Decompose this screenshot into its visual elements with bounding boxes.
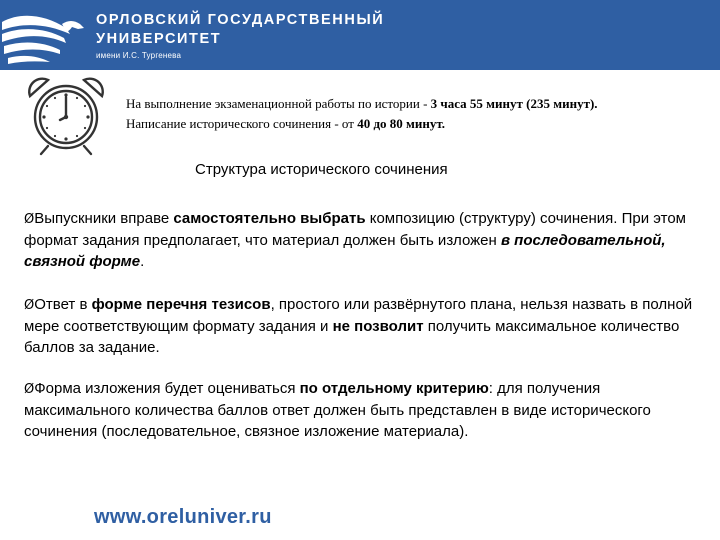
- p3-text-2: : для получения максимального количества баллов ответ должен быть представлен в виде исторического сочинения (последовательное, связное изложение материала).: [24, 380, 651, 440]
- footer-website-link[interactable]: www.oreluniver.ru: [94, 506, 272, 528]
- paragraph-criterion: [24, 378, 704, 442]
- p2-text-2: , простого или развёрнутого плана, нельзя назвать в полной мере соответствующим формату задания и: [24, 296, 693, 335]
- p1-text-1: Выпускники вправе: [34, 210, 174, 227]
- p1-bold-italic-1: в последовательной, связной форме: [24, 232, 666, 270]
- essay-duration-suffix: .: [441, 116, 446, 131]
- exam-duration-prefix: На выполнение экзаменационной работы по истории -: [126, 96, 431, 111]
- exam-duration-line: [126, 94, 716, 114]
- header-band: [0, 0, 720, 70]
- paragraph-composition: [24, 208, 704, 272]
- p2-text-1: Ответ в: [34, 296, 92, 313]
- p1-bold-1: самостоятельно выбрать: [173, 210, 366, 227]
- university-name: [96, 11, 384, 60]
- p1-text-2: композицию (структуру) сочинения. При этом формат задания предполагает, что материал должен быть изложен: [24, 210, 686, 249]
- university-name-line1: ОРЛОВСКИЙ ГОСУДАРСТВЕННЫЙ: [96, 12, 385, 28]
- p2-bold-1: форме перечня тезисов: [91, 296, 271, 313]
- university-name-line2: УНИВЕРСИТЕТ: [96, 31, 222, 47]
- essay-duration-prefix: Написание исторического сочинения - от: [126, 116, 358, 131]
- university-subtitle: имени И.С. Тургенева: [96, 51, 182, 60]
- p2-text-3: получить максимальное количество баллов за задание.: [24, 318, 680, 356]
- p3-bold-1: по отдельному критерию: [299, 380, 489, 397]
- p3-text-1: Форма изложения будет оцениваться: [34, 380, 300, 397]
- paragraph-thesis-list: [24, 294, 704, 358]
- essay-duration-line: [126, 114, 716, 134]
- alarm-clock-icon: [26, 74, 106, 156]
- bullet-arrow-icon: Ø: [24, 212, 35, 227]
- essay-duration-value: 40 до 80 минут: [357, 116, 442, 131]
- exam-duration-suffix: .: [594, 96, 598, 111]
- p1-text-3: .: [140, 253, 145, 270]
- eagle-logo-icon: [0, 0, 92, 70]
- p2-bold-2: не позволит: [332, 318, 424, 335]
- exam-duration-value: 3 часа 55 минут (235 минут): [430, 96, 595, 111]
- bullet-arrow-icon: Ø: [24, 382, 35, 397]
- exam-timing-info: [126, 94, 716, 134]
- bullet-arrow-icon: Ø: [24, 298, 35, 313]
- section-title: Структура исторического сочинения: [195, 161, 448, 178]
